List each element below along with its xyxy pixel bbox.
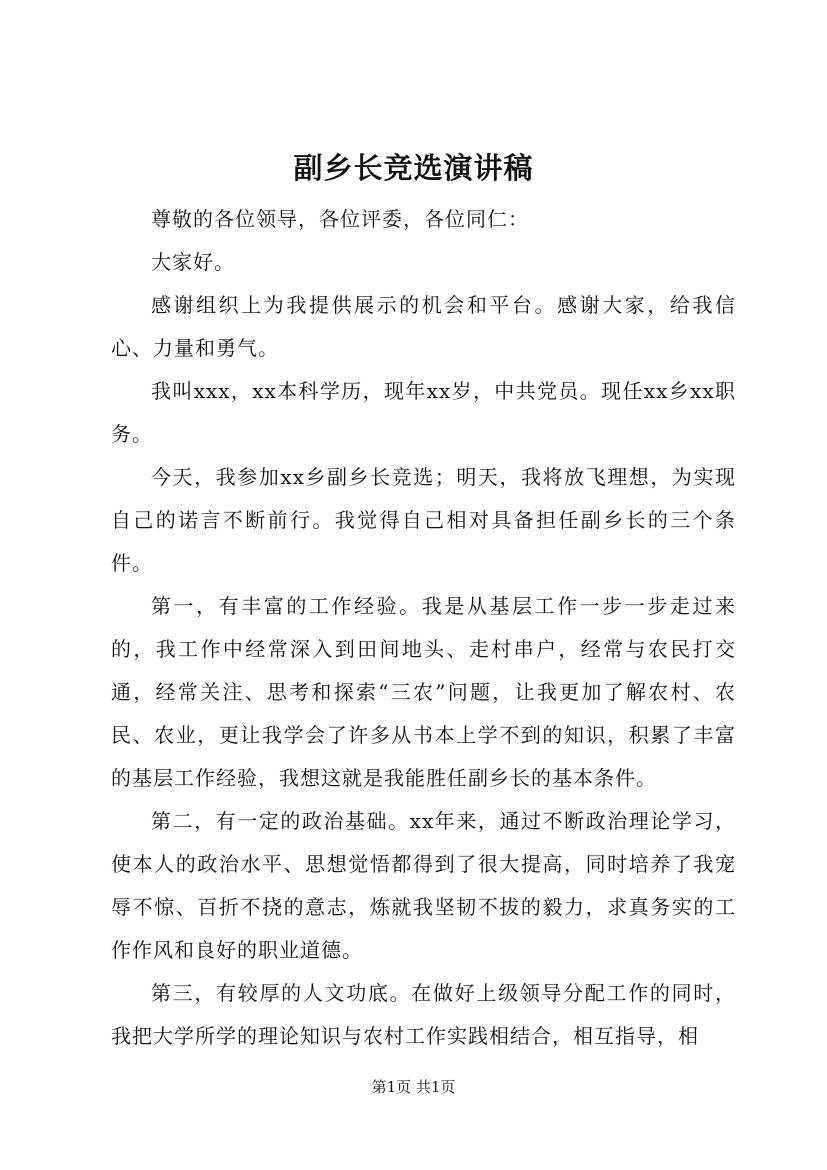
- paragraph-thanks: 感谢组织上为我提供展示的机会和平台。感谢大家，给我信心、力量和勇气。: [111, 293, 736, 360]
- paragraph-salutation: 尊敬的各位领导，各位评委，各位同仁：: [151, 207, 529, 231]
- paragraph-purpose: 今天，我参加xx乡副乡长竞选；明天，我将放飞理想，为实现自己的诺言不断前行。我觉得自己相对具备担任副乡长的三个条件。: [111, 465, 736, 575]
- paragraph-greeting: 大家好。: [151, 250, 235, 274]
- paragraph-condition-one: 第一，有丰富的工作经验。我是从基层工作一步一步走过来的，我工作中经常深入到田间地头、走村串户，经常与农民打交通，经常关注、思考和探索“三农”问题，让我更加了解农村、农民、农业，更让我学会了许多从书本上学不到的知识，积累了丰富的基层工作经验，我想这就是我能胜任副乡长的基本条件。: [111, 594, 736, 790]
- paragraph-condition-two: 第二，有一定的政治基础。xx年来，通过不断政治理论学习，使本人的政治水平、思想觉悟都得到了很大提高，同时培养了我宠辱不惊、百折不挠的意志，炼就我坚韧不拔的毅力，求真务实的工作作风和良好的职业道德。: [111, 809, 736, 962]
- paragraph-condition-three: 第三，有较厚的人文功底。在做好上级领导分配工作的同时，我把大学所学的理论知识与农村工作实践相结合，相互指导，相: [111, 981, 736, 1048]
- document-title: 副乡长竞选演讲稿: [293, 151, 534, 185]
- paragraph-introduction: 我叫xxx，xx本科学历，现年xx岁，中共党员。现任xx乡xx职务。: [111, 379, 736, 446]
- document-body: [111, 198, 736, 1058]
- page-number-footer: 第1页 共1页: [371, 1078, 456, 1096]
